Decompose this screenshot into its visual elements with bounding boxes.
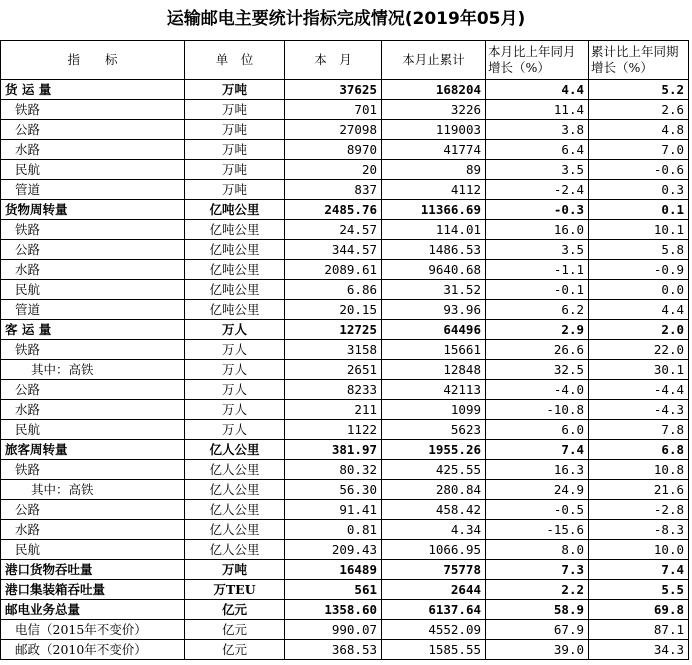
row-cum-yoy: 7.0 [589,140,689,160]
table-row [1,440,689,460]
row-cumulative-value: 11366.69 [382,200,486,220]
row-indicator: 铁路 [1,340,185,360]
row-month-yoy: 6.2 [486,300,589,320]
row-unit: 亿吨公里 [185,240,285,260]
row-indicator: 水路 [1,520,185,540]
row-unit: 万吨 [185,180,285,200]
row-month-yoy: 3.5 [486,240,589,260]
row-cumulative-value: 9640.68 [382,260,486,280]
row-cumulative-value: 64496 [382,320,486,340]
header-cumulative: 本月止累计 [382,41,486,80]
row-month-value: 3158 [285,340,382,360]
row-cum-yoy: 5.2 [589,80,689,100]
row-cumulative-value: 6137.64 [382,600,486,620]
row-cumulative-value: 89 [382,160,486,180]
row-indicator: 客 运 量 [1,320,185,340]
row-month-value: 2089.61 [285,260,382,280]
row-month-value: 16489 [285,560,382,580]
row-indicator: 公路 [1,120,185,140]
row-indicator: 水路 [1,400,185,420]
header-indicator: 指 标 [1,41,185,80]
row-cum-yoy: 21.6 [589,480,689,500]
row-month-value: 1358.60 [285,600,382,620]
row-unit: 亿人公里 [185,540,285,560]
row-unit: 万人 [185,380,285,400]
row-cumulative-value: 3226 [382,100,486,120]
row-cumulative-value: 42113 [382,380,486,400]
row-cumulative-value: 458.42 [382,500,486,520]
row-cumulative-value: 280.84 [382,480,486,500]
row-cumulative-value: 1099 [382,400,486,420]
row-cum-yoy: 87.1 [589,620,689,640]
table-row [1,140,689,160]
row-cumulative-value: 5623 [382,420,486,440]
row-month-yoy: -4.0 [486,380,589,400]
row-unit: 万人 [185,340,285,360]
row-indicator: 铁路 [1,100,185,120]
row-month-value: 837 [285,180,382,200]
row-month-value: 990.07 [285,620,382,640]
row-indicator: 其中：高铁 [1,480,185,500]
row-cum-yoy: 0.0 [589,280,689,300]
row-unit: 亿人公里 [185,500,285,520]
row-month-yoy: 2.2 [486,580,589,600]
row-month-value: 701 [285,100,382,120]
row-cum-yoy: 2.6 [589,100,689,120]
row-cum-yoy: 10.1 [589,220,689,240]
table-row [1,460,689,480]
row-month-yoy: 11.4 [486,100,589,120]
row-month-yoy: 58.9 [486,600,589,620]
table-row [1,300,689,320]
row-month-value: 20 [285,160,382,180]
row-cumulative-value: 425.55 [382,460,486,480]
row-month-value: 91.41 [285,500,382,520]
table-row [1,580,689,600]
row-indicator: 公路 [1,380,185,400]
header-cum-yoy: 累计比上年同期增长（%） [589,41,689,80]
row-month-yoy: -1.1 [486,260,589,280]
table-row [1,100,689,120]
row-unit: 万吨 [185,160,285,180]
table-row [1,620,689,640]
row-unit: 万吨 [185,80,285,100]
row-month-value: 20.15 [285,300,382,320]
row-cum-yoy: -4.3 [589,400,689,420]
row-cumulative-value: 4112 [382,180,486,200]
row-unit: 亿元 [185,640,285,660]
row-month-yoy: -2.4 [486,180,589,200]
row-month-value: 0.81 [285,520,382,540]
table-row [1,480,689,500]
row-indicator: 公路 [1,240,185,260]
table-row [1,420,689,440]
row-cumulative-value: 1585.55 [382,640,486,660]
row-cum-yoy: 0.1 [589,200,689,220]
row-indicator: 货物周转量 [1,200,185,220]
row-month-value: 6.86 [285,280,382,300]
row-cumulative-value: 2644 [382,580,486,600]
table-row [1,180,689,200]
row-indicator: 邮电业务总量 [1,600,185,620]
row-cum-yoy: 34.3 [589,640,689,660]
row-cum-yoy: 4.8 [589,120,689,140]
table-row [1,600,689,620]
row-unit: 万人 [185,400,285,420]
row-cumulative-value: 168204 [382,80,486,100]
row-cum-yoy: 2.0 [589,320,689,340]
table-row [1,540,689,560]
row-month-yoy: 4.4 [486,80,589,100]
table-row [1,160,689,180]
table-row [1,340,689,360]
table-row [1,120,689,140]
row-indicator: 港口货物吞吐量 [1,560,185,580]
row-cum-yoy: -8.3 [589,520,689,540]
row-cumulative-value: 15661 [382,340,486,360]
row-indicator: 公路 [1,500,185,520]
row-unit: 万人 [185,420,285,440]
header-month-yoy: 本月比上年同月增长（%） [486,41,589,80]
row-month-value: 8970 [285,140,382,160]
row-month-value: 2485.76 [285,200,382,220]
row-month-yoy: -0.1 [486,280,589,300]
row-unit: 亿人公里 [185,480,285,500]
row-unit: 万TEU [185,580,285,600]
row-unit: 万人 [185,320,285,340]
row-month-value: 80.32 [285,460,382,480]
table-row [1,520,689,540]
row-month-value: 381.97 [285,440,382,460]
row-month-value: 24.57 [285,220,382,240]
row-indicator: 铁路 [1,220,185,240]
row-cum-yoy: 5.5 [589,580,689,600]
table-row [1,260,689,280]
row-cumulative-value: 114.01 [382,220,486,240]
row-cum-yoy: 69.8 [589,600,689,620]
row-unit: 亿吨公里 [185,200,285,220]
row-month-yoy: 3.8 [486,120,589,140]
row-indicator: 其中：高铁 [1,360,185,380]
row-unit: 万吨 [185,100,285,120]
row-indicator: 管道 [1,180,185,200]
table-row [1,400,689,420]
row-cum-yoy: 10.0 [589,540,689,560]
row-indicator: 旅客周转量 [1,440,185,460]
row-cumulative-value: 93.96 [382,300,486,320]
row-unit: 亿人公里 [185,520,285,540]
row-indicator: 民航 [1,420,185,440]
row-month-yoy: -0.3 [486,200,589,220]
row-cumulative-value: 4.34 [382,520,486,540]
row-cum-yoy: 7.4 [589,560,689,580]
row-cum-yoy: 30.1 [589,360,689,380]
row-indicator: 港口集装箱吞吐量 [1,580,185,600]
row-month-value: 211 [285,400,382,420]
row-cum-yoy: -0.9 [589,260,689,280]
row-indicator: 铁路 [1,460,185,480]
row-month-yoy: 16.3 [486,460,589,480]
row-unit: 亿吨公里 [185,220,285,240]
table-row [1,240,689,260]
row-month-value: 1122 [285,420,382,440]
row-cumulative-value: 12848 [382,360,486,380]
row-unit: 亿吨公里 [185,280,285,300]
row-unit: 亿吨公里 [185,300,285,320]
row-cum-yoy: 22.0 [589,340,689,360]
row-cum-yoy: -4.4 [589,380,689,400]
row-indicator: 民航 [1,280,185,300]
row-unit: 万人 [185,360,285,380]
row-month-value: 209.43 [285,540,382,560]
statistics-table [0,40,689,660]
table-body [1,80,689,660]
page-title: 运输邮电主要统计指标完成情况(2019年05月) [166,9,526,29]
row-month-value: 12725 [285,320,382,340]
table-row [1,640,689,660]
table-row [1,280,689,300]
row-indicator: 民航 [1,540,185,560]
row-unit: 亿人公里 [185,440,285,460]
row-month-yoy: 6.0 [486,420,589,440]
row-month-yoy: 6.4 [486,140,589,160]
row-cum-yoy: 0.3 [589,180,689,200]
table-row [1,200,689,220]
row-month-yoy: 7.4 [486,440,589,460]
row-month-yoy: -10.8 [486,400,589,420]
row-cum-yoy: 6.8 [589,440,689,460]
row-unit: 亿元 [185,620,285,640]
row-month-yoy: 26.6 [486,340,589,360]
row-cumulative-value: 31.52 [382,280,486,300]
row-indicator: 水路 [1,260,185,280]
row-month-value: 8233 [285,380,382,400]
row-indicator: 民航 [1,160,185,180]
row-month-value: 27098 [285,120,382,140]
row-month-yoy: 2.9 [486,320,589,340]
row-unit: 万吨 [185,140,285,160]
row-cum-yoy: -2.8 [589,500,689,520]
table-row [1,560,689,580]
row-unit: 亿人公里 [185,460,285,480]
row-month-yoy: 39.0 [486,640,589,660]
header-month: 本 月 [285,41,382,80]
row-unit: 亿吨公里 [185,260,285,280]
row-month-yoy: -0.5 [486,500,589,520]
row-indicator: 管道 [1,300,185,320]
row-month-value: 2651 [285,360,382,380]
row-indicator: 水路 [1,140,185,160]
row-month-value: 368.53 [285,640,382,660]
table-row [1,500,689,520]
table-row [1,320,689,340]
row-month-yoy: 24.9 [486,480,589,500]
row-cum-yoy: 10.8 [589,460,689,480]
table-row [1,380,689,400]
row-month-yoy: 3.5 [486,160,589,180]
table-row [1,360,689,380]
row-cum-yoy: 7.8 [589,420,689,440]
row-cum-yoy: -0.6 [589,160,689,180]
row-month-yoy: 7.3 [486,560,589,580]
row-cumulative-value: 75778 [382,560,486,580]
row-indicator: 电信（2015年不变价） [1,620,185,640]
row-cum-yoy: 4.4 [589,300,689,320]
table-row [1,220,689,240]
table-row [1,80,689,100]
row-month-value: 56.30 [285,480,382,500]
row-unit: 万吨 [185,560,285,580]
row-month-value: 344.57 [285,240,382,260]
row-cumulative-value: 119003 [382,120,486,140]
row-month-yoy: 67.9 [486,620,589,640]
row-month-yoy: 8.0 [486,540,589,560]
row-cumulative-value: 4552.09 [382,620,486,640]
row-unit: 亿元 [185,600,285,620]
row-month-yoy: 16.0 [486,220,589,240]
row-cumulative-value: 1066.95 [382,540,486,560]
row-cumulative-value: 1486.53 [382,240,486,260]
row-unit: 万吨 [185,120,285,140]
row-month-value: 561 [285,580,382,600]
header-unit: 单 位 [185,41,285,80]
row-cum-yoy: 5.8 [589,240,689,260]
row-indicator: 货 运 量 [1,80,185,100]
table-header-row [1,41,689,80]
row-month-value: 37625 [285,80,382,100]
row-cumulative-value: 41774 [382,140,486,160]
row-indicator: 邮政（2010年不变价） [1,640,185,660]
row-month-yoy: 32.5 [486,360,589,380]
row-cumulative-value: 1955.26 [382,440,486,460]
row-month-yoy: -15.6 [486,520,589,540]
